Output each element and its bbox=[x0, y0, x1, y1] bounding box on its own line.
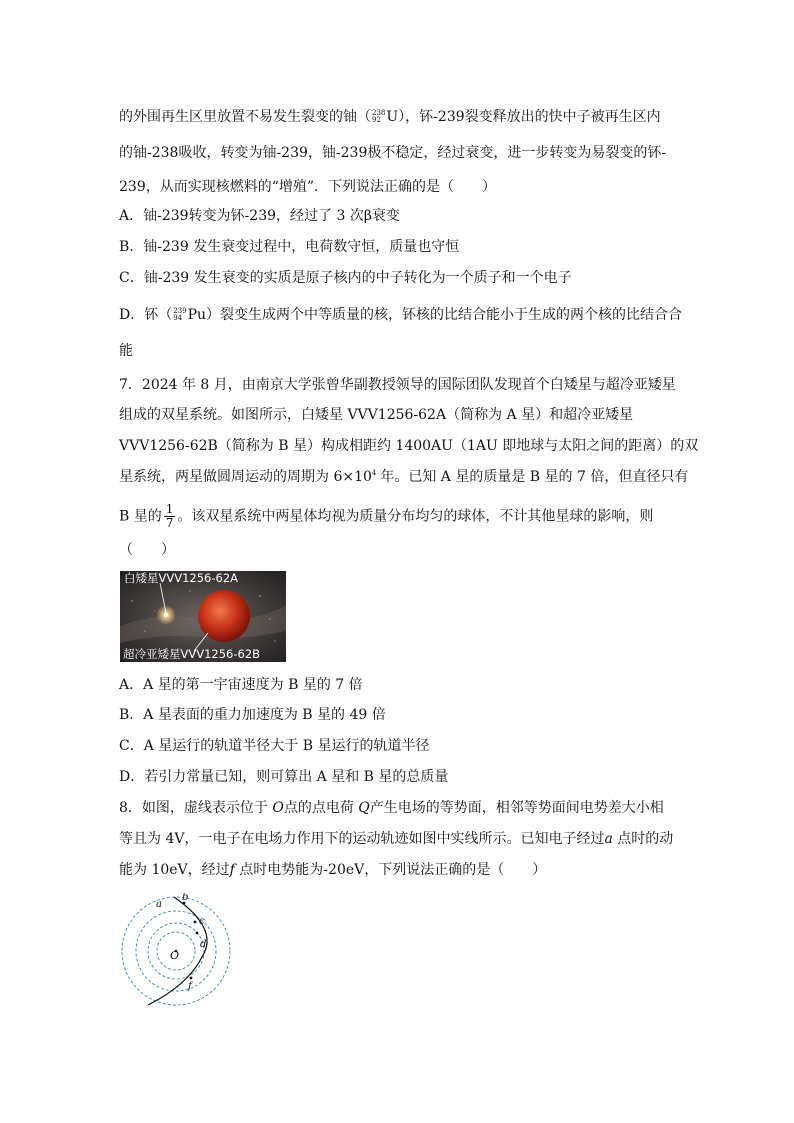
q8-text: 等且为 4V，一电子在电场力作用下的运动轨迹如图中实线所示。已知电子经过 bbox=[119, 831, 605, 847]
q7-text: 年。已知 A 星的质量是 B 星的 7 倍，但直径只有 bbox=[375, 469, 689, 485]
label-O: O bbox=[170, 949, 180, 962]
label-d: d bbox=[200, 939, 207, 950]
plutonium-nuclide-symbol bbox=[173, 308, 186, 322]
nuclide-element: Pu bbox=[187, 307, 207, 323]
q7-stem-line-4 bbox=[119, 467, 689, 487]
q8-text: 点的点电荷 bbox=[283, 800, 359, 816]
point-f: f bbox=[229, 862, 235, 878]
q7-stem-line-2: 组成的双星系统。如图所示，白矮星 VVV1256-62A（简称为 A 星）和超冷亚矮星 bbox=[119, 407, 634, 423]
q7-text: 星系统，两星做圆周运动的周期为 6×10 bbox=[119, 469, 372, 485]
subdwarf-label: 超冷亚矮星VVV1256-62B bbox=[123, 647, 261, 661]
q6-option-a: A．铀-239转变为钚-239，经过了 3 次β衰变 bbox=[119, 208, 400, 224]
point-a: a bbox=[604, 831, 613, 847]
option-d-text: D．钚（ bbox=[119, 307, 173, 323]
point-c-dot bbox=[194, 921, 197, 924]
q8-text: 点时的动 bbox=[612, 831, 674, 847]
uranium-nuclide-symbol bbox=[372, 110, 385, 124]
label-f: f bbox=[188, 981, 192, 992]
nuclide-element: U bbox=[386, 109, 399, 125]
q6-stem-text: ），钚-239裂变释放出的快中子被再生区内 bbox=[398, 109, 661, 125]
nuclide-mass-number: 238 bbox=[372, 109, 386, 117]
q6-stem-line-2: 的铀-238吸收，转变为铀-239，铀-239极不稳定，经过衰变，进一步转变为易裂变的钚- bbox=[119, 145, 667, 161]
equipotential-figure bbox=[116, 893, 240, 1009]
q6-option-c: C．铀-239 发生衰变的实质是原子核内的中子转化为一个质子和一个电子 bbox=[119, 270, 572, 286]
point-d-dot bbox=[196, 932, 199, 935]
equipotential-diagram bbox=[116, 893, 240, 1009]
q7-option-a: A．A 星的第一宇宙速度为 B 星的 7 倍 bbox=[119, 677, 363, 693]
point-f-dot bbox=[190, 977, 193, 980]
red-subdwarf-star bbox=[198, 590, 250, 642]
charge-Q: Q bbox=[358, 800, 370, 816]
q7-answer-brackets: （ ） bbox=[119, 542, 175, 558]
q8-text: 产生电场的等势面，相邻等势面间电势差大小相 bbox=[369, 800, 664, 816]
q8-stem-line-2 bbox=[119, 829, 679, 849]
q8-text: 点时电势能为-20eV，下列说法正确的是（ ） bbox=[234, 862, 547, 878]
q6-option-d-cont: 能 bbox=[119, 343, 133, 359]
fraction-numerator: 1 bbox=[165, 502, 174, 516]
nuclide-atomic-number: 92 bbox=[372, 116, 381, 124]
q6-option-b: B．铀-239 发生衰变过程中，电荷数守恒，质量也守恒 bbox=[119, 239, 460, 255]
nuclide-mass-number: 239 bbox=[173, 307, 187, 315]
white-dwarf-label: 白矮星VVV1256-62A bbox=[124, 571, 239, 585]
label-c: c bbox=[199, 916, 205, 927]
q6-stem-text: 的外围再生区里放置不易发生裂变的铀（ bbox=[119, 109, 371, 125]
q7-stem-line-1: 7．2024 年 8 月，由南京大学张曾华副教授领导的国际团队发现首个白矮星与超冷亚矮星 bbox=[119, 377, 676, 393]
q8-stem-line-3 bbox=[119, 860, 679, 880]
q8-text: 能为 10eV，经过 bbox=[119, 862, 230, 878]
q6-option-d bbox=[119, 305, 683, 325]
q6-stem-line-3: 239，从而实现核燃料的“增殖”．下列说法正确的是（ ） bbox=[119, 179, 497, 195]
q7-option-c: C．A 星运行的轨道半径大于 B 星运行的轨道半径 bbox=[119, 738, 430, 754]
exponent: 4 bbox=[371, 469, 376, 477]
label-b: b bbox=[182, 893, 189, 903]
q6-stem-line-1 bbox=[119, 107, 679, 127]
binary-star-image bbox=[120, 571, 286, 662]
fraction-denominator: 7 bbox=[165, 516, 174, 530]
q7-stem-line-5 bbox=[119, 503, 679, 530]
q7-option-b: B．A 星表面的重力加速度为 B 星的 49 倍 bbox=[119, 707, 386, 723]
q7-stem-line-3: VVV1256-62B（简称为 B 星）构成相距约 1400AU（1AU 即地球与太阳之间的距离）的双 bbox=[119, 438, 699, 454]
q8-text: 8．如图，虚线表示位于 bbox=[119, 800, 273, 816]
q8-stem-line-1 bbox=[119, 798, 679, 818]
label-a: a bbox=[156, 899, 162, 910]
option-d-text: ）裂变生成两个中等质量的核，钚核的比结合能小于生成的两个核的比结合合 bbox=[206, 307, 683, 323]
q7-text: 。该双星系统中两星体均视为质量分布均匀的球体，不计其他星球的影响，则 bbox=[177, 508, 654, 525]
q7-option-d: D．若引力常量已知，则可算出 A 星和 B 星的总质量 bbox=[119, 769, 449, 785]
fraction-one-seventh bbox=[164, 503, 176, 530]
q7-text: B 星的 bbox=[119, 508, 162, 525]
binary-star-photo bbox=[120, 571, 286, 662]
point-labels bbox=[156, 893, 206, 992]
white-dwarf-star bbox=[164, 613, 168, 617]
nuclide-atomic-number: 94 bbox=[173, 314, 183, 322]
point-O: O bbox=[272, 800, 284, 816]
